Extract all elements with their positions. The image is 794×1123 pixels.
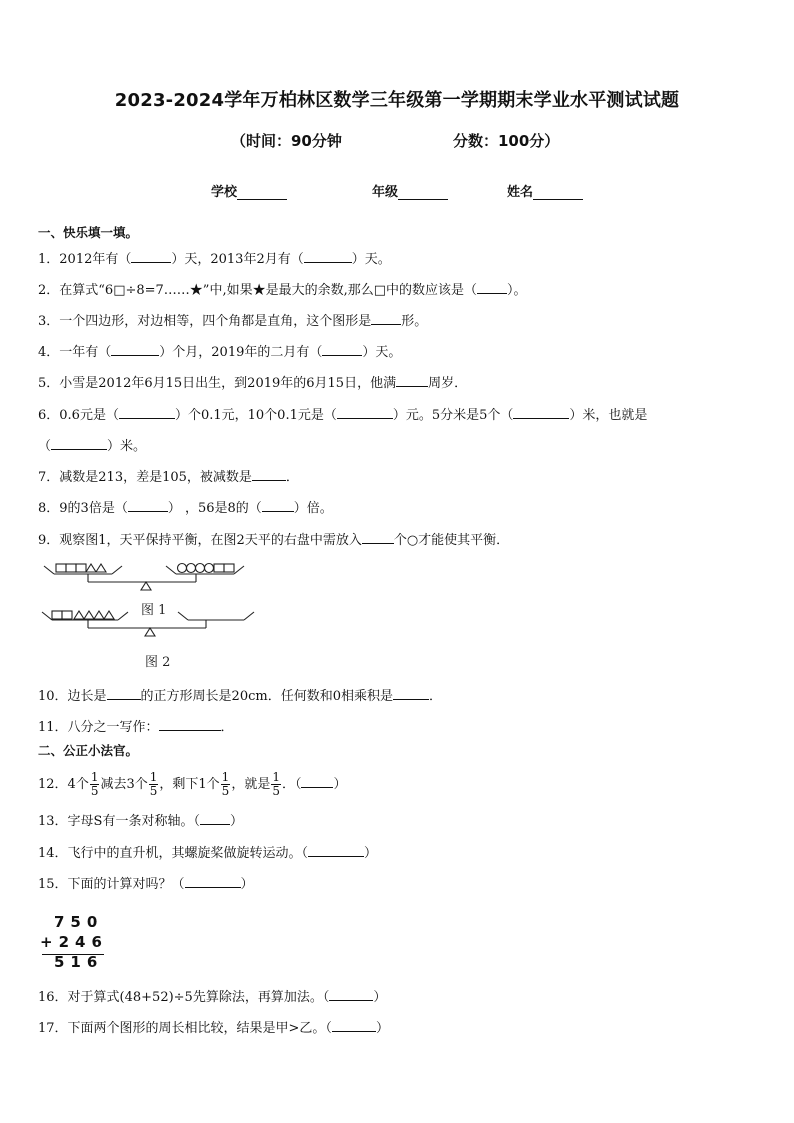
q15-text-a: 15．下面的计算对吗？（ [38,877,185,892]
balance-figure [38,558,258,674]
q10-blank-1 [107,686,141,700]
q17-blank [332,1018,376,1032]
q11-text-b: ． [220,720,234,735]
q6-text-d: ）米，也就是 [569,408,648,423]
question-11 [38,717,234,737]
q5-text-b: 周岁． [428,376,468,391]
grade-field [372,181,448,200]
question-14 [38,843,377,863]
question-6 [38,405,647,425]
q12-text-c: ，剩下1个 [159,777,220,792]
question-7 [38,467,299,487]
q6-blank-3 [513,405,569,419]
section-heading-1: 一、快乐填一填。 [38,225,139,240]
q10-text-b: 的正方形周长是20cm．任何数和0相乘积是 [140,689,393,704]
q8-text-b: ） ，56是8的（ [167,501,262,516]
exam-score: 分数：100分） [453,132,560,150]
section-heading-2: 二、公正小法官。 [38,743,139,758]
q14-blank [308,843,364,857]
question-4 [38,342,401,362]
vertical-addition [40,912,108,972]
fraction-numerator: 1 [221,770,230,784]
q12-text-b: 减去3个 [100,777,148,792]
fraction-one-fifth [271,771,281,798]
q9-blank [362,530,394,544]
q12-text-f: ） [333,777,347,792]
q4-blank-1 [111,342,159,356]
q14-text-b: ） [364,846,378,861]
q1-text-a: 1．2012年有（ [38,252,132,267]
question-13 [38,811,243,831]
question-1 [38,249,391,269]
name-blank [533,185,583,200]
q8-blank-1 [128,498,168,512]
q10-blank-2 [393,686,429,700]
question-12 [38,770,347,800]
fraction-denominator: 5 [149,784,158,798]
school-label: 学校 [211,185,238,200]
q7-blank [252,467,286,481]
q3-text-a: 3．一个四边形，对边相等，四个角都是直角，这个图形是 [38,314,372,329]
q12-blank [301,774,333,788]
fraction-one-fifth [90,771,100,798]
balance-scale-1 [44,564,244,591]
q6-blank-2 [337,405,393,419]
q4-text-a: 4．一年有（ [38,345,112,360]
fraction-denominator: 5 [272,784,280,798]
q8-text-a: 8．9的3倍是（ [38,501,128,516]
q6-blank-4 [51,436,107,450]
figure-2-label: 图 2 [145,655,171,670]
q10-text-a: 10．边长是 [38,689,107,704]
name-label: 姓名 [507,185,534,200]
question-17 [38,1018,389,1038]
q11-blank [159,717,221,731]
q1-text-c: ）天。 [351,252,391,267]
figure-1-label: 图 1 [141,603,167,618]
q16-text-a: 16．对于算式(48+52)÷5先算除法，再算加法。（ [38,990,330,1005]
q15-blank [185,874,241,888]
q12-text-e: ．（ [281,777,302,792]
q13-blank [200,811,230,825]
q1-text-b: ）天，2013年2月有（ [171,252,304,267]
fraction-numerator: 1 [90,770,99,784]
fraction-numerator: 1 [272,770,280,784]
question-3 [38,311,427,331]
grade-blank [398,185,448,200]
calc-row-1: 750 [54,913,104,931]
q4-text-b: ）个月，2019年的二月有（ [159,345,323,360]
q6-text-b: ）个0.1元，10个0.1元是（ [174,408,337,423]
question-16 [38,987,386,1007]
q6-text-f: ）米。 [107,439,147,454]
question-9 [38,530,509,550]
q7-text-a: 7．减数是213，差是105，被减数是 [38,470,252,485]
page-title: 2023-2024学年万柏林区数学三年级第一学期期末学业水平测试试题 [114,90,680,111]
question-10 [38,686,442,706]
fraction-one-fifth [149,771,159,798]
q2-text-b: ）。 [507,283,527,298]
school-field [211,181,287,200]
question-5 [38,373,467,393]
calc-rule [42,954,104,955]
q4-blank-2 [322,342,362,356]
q3-blank [371,311,401,325]
question-6-continued [38,436,146,456]
q14-text-a: 14．飞行中的直升机，其螺旋桨做旋转运动。（ [38,846,309,861]
q3-text-b: 形。 [401,314,428,329]
question-8 [38,498,333,518]
q10-text-c: ． [428,689,442,704]
q1-blank-1 [131,249,171,263]
q8-text-c: ）倍。 [293,501,333,516]
fraction-denominator: 5 [90,784,99,798]
q12-text-a: 12．4个 [38,777,89,792]
q6-text-c: ）元。5分米是5个（ [392,408,514,423]
q5-blank [396,373,428,387]
exam-time: （时间：90分钟 [231,132,342,150]
q12-text-d: ，就是 [231,777,271,792]
q6-text-e: （ [38,439,52,454]
q7-text-b: ． [285,470,299,485]
q13-text-b: ） [229,814,243,829]
fraction-numerator: 1 [149,770,158,784]
q17-text-a: 17．下面两个图形的周长相比较，结果是甲>乙。（ [38,1021,332,1036]
q4-text-c: ）天。 [362,345,402,360]
q9-text-a: 9．观察图1，天平保持平衡，在图2天平的右盘中需放入 [38,533,362,548]
q6-text-a: 6．0.6元是（ [38,408,119,423]
grade-label: 年级 [372,185,399,200]
question-15 [38,874,254,894]
fraction-denominator: 5 [221,784,230,798]
q8-blank-2 [262,498,294,512]
calc-result: 516 [54,953,104,971]
school-blank [237,185,287,200]
q13-text-a: 13．字母S有一条对称轴。（ [38,814,200,829]
q5-text-a: 5．小雪是2012年6月15日出生，到2019年的6月15日，他满 [38,376,397,391]
q16-text-b: ） [373,990,387,1005]
q1-blank-2 [304,249,352,263]
question-2 [38,280,527,300]
q9-text-b: 个○才能使其平衡． [393,533,510,548]
fraction-one-fifth [221,771,231,798]
q15-text-b: ） [240,877,254,892]
q2-blank [477,280,507,294]
q16-blank [329,987,373,1001]
q11-text-a: 11．八分之一写作： [38,720,159,735]
q2-text-a: 2．在算式“6□÷8=7……★”中,如果★是最大的余数,那么□中的数应该是（ [38,283,477,298]
q17-text-b: ） [375,1021,389,1036]
q6-blank-1 [119,405,175,419]
name-field [507,181,583,200]
calc-row-2: +246 [40,933,108,951]
